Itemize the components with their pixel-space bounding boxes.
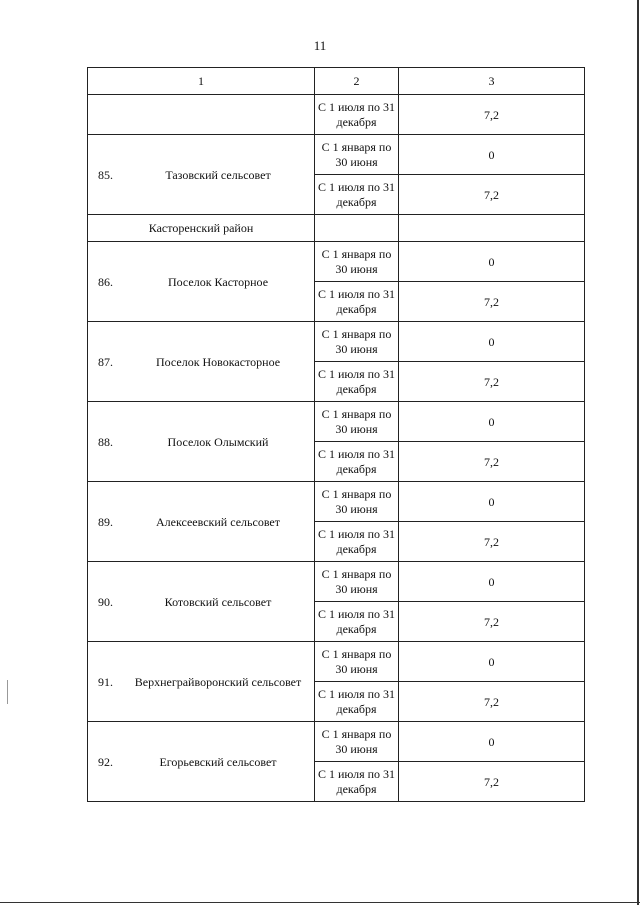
settlement-name: Тазовский сельсовет [165, 167, 271, 182]
period-cell: С 1 января по 30 июня [315, 135, 399, 175]
settlement-cell [88, 242, 315, 322]
settlement-cell [88, 135, 315, 215]
value-cell: 7,2 [399, 282, 585, 322]
value-cell: 0 [399, 642, 585, 682]
period-cell: С 1 января по 30 июня [315, 722, 399, 762]
value-cell: 7,2 [399, 602, 585, 642]
value-cell: 0 [399, 562, 585, 602]
district-name: Касторенский район [88, 215, 315, 242]
value-cell: 7,2 [399, 682, 585, 722]
settlement-cell [88, 562, 315, 642]
period-cell: С 1 января по 30 июня [315, 242, 399, 282]
empty-name-cell [88, 95, 315, 135]
row-number: 89. [98, 514, 113, 529]
row-number: 87. [98, 354, 113, 369]
table-row [88, 722, 585, 762]
page-number: 11 [313, 38, 327, 53]
page-bottom-border [0, 902, 640, 903]
value-cell: 0 [399, 722, 585, 762]
value-cell: 7,2 [399, 95, 585, 135]
value-cell: 0 [399, 402, 585, 442]
settlement-name: Поселок Касторное [167, 274, 269, 289]
period-cell: С 1 июля по 31 декабря [315, 362, 399, 402]
settlement-cell [88, 322, 315, 402]
settlement-name: Алексеевский сельсовет [156, 514, 280, 529]
period-cell: С 1 июля по 31 декабря [315, 602, 399, 642]
period-cell: С 1 июля по 31 декабря [315, 682, 399, 722]
settlement-cell [88, 402, 315, 482]
period-cell: С 1 января по 30 июня [315, 402, 399, 442]
settlement-name: Верхнеграйворонский сельсовет [134, 674, 302, 689]
value-cell: 0 [399, 242, 585, 282]
period-cell: С 1 июля по 31 декабря [315, 522, 399, 562]
empty-cell [315, 215, 399, 242]
period-cell: С 1 июля по 31 декабря [315, 282, 399, 322]
settlement-cell [88, 642, 315, 722]
settlement-name: Котовский сельсовет [164, 594, 272, 609]
header-col-1: 1 [88, 68, 315, 95]
header-col-2: 2 [315, 68, 399, 95]
value-cell: 0 [399, 482, 585, 522]
table-row [88, 482, 585, 522]
value-cell: 7,2 [399, 362, 585, 402]
page-right-border [637, 0, 639, 905]
value-cell: 0 [399, 322, 585, 362]
period-cell: С 1 июля по 31 декабря [315, 175, 399, 215]
period-cell: С 1 января по 30 июня [315, 562, 399, 602]
row-number: 86. [98, 274, 113, 289]
row-number: 90. [98, 594, 113, 609]
margin-mark [7, 680, 8, 704]
value-cell: 7,2 [399, 522, 585, 562]
row-number: 92. [98, 754, 113, 769]
district-row [88, 215, 585, 242]
table-row [88, 242, 585, 282]
table-row [88, 562, 585, 602]
value-cell: 7,2 [399, 442, 585, 482]
period-cell: С 1 января по 30 июня [315, 642, 399, 682]
period-cell: С 1 января по 30 июня [315, 482, 399, 522]
table-row [88, 402, 585, 442]
value-cell: 0 [399, 135, 585, 175]
settlement-name: Егорьевский сельсовет [159, 754, 277, 769]
header-col-3: 3 [399, 68, 585, 95]
continuation-row [88, 95, 585, 135]
empty-cell [399, 215, 585, 242]
row-number: 91. [98, 674, 113, 689]
period-cell: С 1 июля по 31 декабря [315, 442, 399, 482]
table-row [88, 642, 585, 682]
value-cell: 7,2 [399, 175, 585, 215]
period-cell: С 1 января по 30 июня [315, 322, 399, 362]
settlement-name: Поселок Олымский [167, 434, 269, 449]
settlement-name: Поселок Новокасторное [155, 354, 281, 369]
settlement-cell [88, 482, 315, 562]
settlement-cell [88, 722, 315, 802]
row-number: 85. [98, 167, 113, 182]
row-number: 88. [98, 434, 113, 449]
header-row [88, 68, 585, 95]
table-row [88, 135, 585, 175]
period-cell: С 1 июля по 31 декабря [315, 95, 399, 135]
tariff-table [87, 67, 585, 802]
period-cell: С 1 июля по 31 декабря [315, 762, 399, 802]
table-row [88, 322, 585, 362]
value-cell: 7,2 [399, 762, 585, 802]
